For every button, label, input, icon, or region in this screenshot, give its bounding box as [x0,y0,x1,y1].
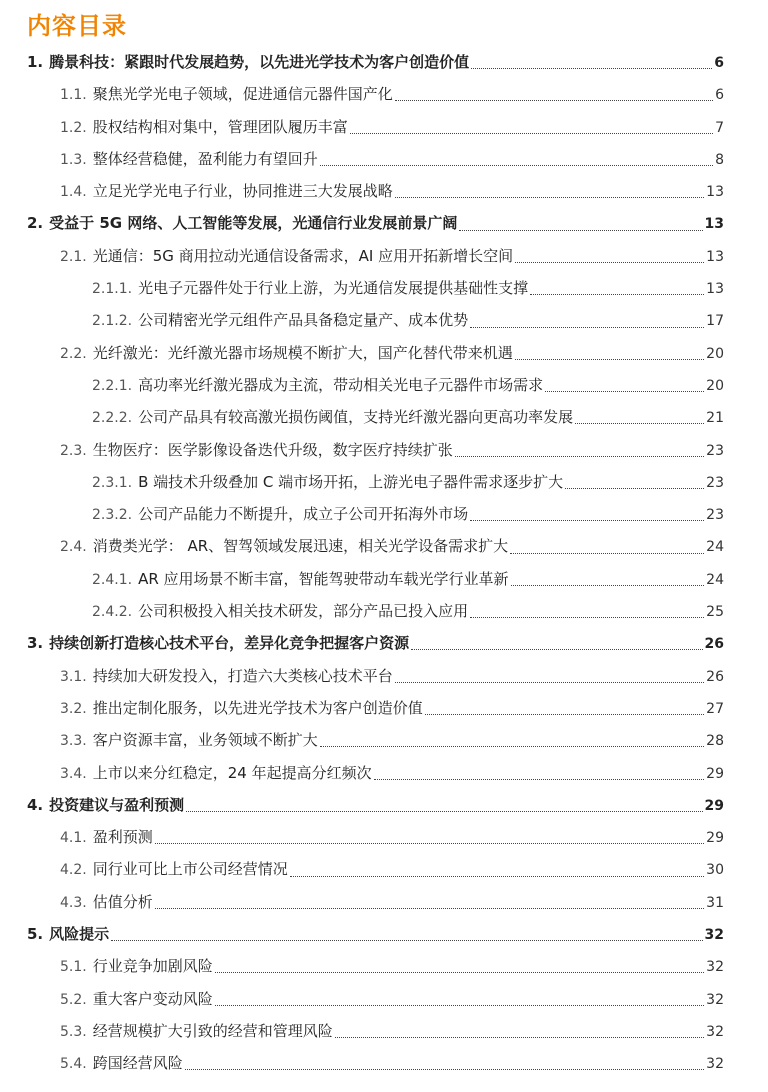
toc-entry[interactable] [0,207,768,239]
toc-entry-number: 1.4. [60,184,87,201]
toc-entry-number: 1.3. [60,151,87,168]
toc-entry-number: 3.4. [60,765,87,782]
toc-entry-number: 3.2. [60,700,87,717]
toc-entry-number: 2.4.1. [92,571,133,588]
toc-entry-title: B 端技术升级叠加 C 端市场开拓，上游光电子器件需求逐步扩大 [138,472,564,491]
toc-entry-title: 公司精密光学元组件产品具备稳定量产、成本优势 [138,311,469,330]
toc-entry-page-number: 29 [706,765,724,782]
toc-entry-number: 1.1. [60,87,87,104]
toc-entry[interactable] [0,143,768,175]
dot-leader [530,293,704,295]
toc-entry-page-number: 32 [706,991,724,1008]
toc-entry[interactable] [0,175,768,207]
toc-entry[interactable] [0,660,768,692]
toc-entry-title: 聚焦光学光电子领域，促进通信元器件国产化 [92,85,393,104]
toc-entry[interactable] [0,692,768,724]
toc-entry-number: 5.4. [60,1056,87,1073]
toc-entry-page-number: 8 [715,151,724,168]
dot-leader [320,164,713,166]
dot-leader [395,681,704,683]
toc-entry-title: 立足光学光电子行业，协同推进三大发展战略 [92,182,393,201]
toc-entry-page-number: 32 [706,1023,724,1040]
toc-entry-page-number: 26 [704,636,724,653]
dot-leader [511,584,705,586]
toc-entry-page-number: 23 [706,507,724,524]
toc-entry-page-number: 21 [706,410,724,427]
toc-entry[interactable] [0,918,768,950]
toc-entry-number: 2.1.1. [92,281,133,298]
toc-entry-title: 经营规模扩大引致的经营和管理风险 [92,1021,333,1040]
toc-entry-title: 投资建议与盈利预测 [49,795,185,814]
toc-entry-title: 整体经营稳健，盈利能力有望回升 [92,149,318,168]
toc-entry-title: 光纤激光：光纤激光器市场规模不断扩大，国产化替代带来机遇 [92,343,513,362]
dot-leader [510,552,704,554]
toc-entry-title: 生物医疗：医学影像设备迭代升级，数字医疗持续扩张 [92,440,453,459]
toc-entry[interactable] [0,498,768,530]
dot-leader [155,907,704,909]
toc-entry-page-number: 31 [706,894,724,911]
toc-entry[interactable] [0,757,768,789]
toc-entry-page-number: 32 [706,959,724,976]
toc-entry[interactable] [0,1047,768,1079]
toc-entry-page-number: 27 [706,700,724,717]
toc-entry-number: 4.3. [60,894,87,911]
toc-entry-number: 2.3. [60,442,87,459]
toc-entry-number: 3. [27,634,44,653]
toc-entry[interactable] [0,369,768,401]
dot-leader [565,487,704,489]
toc-entry-number: 5.1. [60,959,87,976]
toc-entry-title: 盈利预测 [92,828,153,847]
toc-entry-page-number: 13 [706,281,724,298]
toc-entry-number: 2.3.1. [92,474,133,491]
dot-leader [290,875,704,877]
toc-entry-title: 推出定制化服务，以先进光学技术为客户创造价值 [92,698,423,717]
toc-entry-title: 同行业可比上市公司经营情况 [92,860,288,879]
toc-entry-page-number: 6 [714,55,724,71]
dot-leader [350,132,713,134]
toc-entry[interactable] [0,46,768,78]
dot-leader [515,261,704,263]
toc-entry-title: 行业竞争加剧风险 [92,957,213,976]
toc-entry-number: 2.2.2. [92,410,133,427]
toc-entry-title: 公司积极投入相关技术研发，部分产品已投入应用 [138,602,469,621]
dot-leader [515,358,704,360]
toc-entry[interactable] [0,434,768,466]
toc-entry-page-number: 23 [706,442,724,459]
toc-entry[interactable] [0,789,768,821]
toc-entry[interactable] [0,240,768,272]
dot-leader [470,616,704,618]
toc-entry[interactable] [0,466,768,498]
toc-entry-number: 1. [27,53,44,71]
dot-leader [185,1068,704,1070]
toc-entry[interactable] [0,1015,768,1047]
toc-entry-number: 5.3. [60,1023,87,1040]
toc-entry[interactable] [0,563,768,595]
dot-leader [215,1004,704,1006]
toc-entry-number: 2.1.2. [92,313,133,330]
toc-entry-page-number: 6 [715,87,724,104]
dot-leader [395,99,713,101]
toc-entry-number: 2.3.2. [92,507,133,524]
toc-entry-number: 4.1. [60,830,87,847]
toc-entry-page-number: 24 [706,539,724,556]
toc-entry[interactable] [0,530,768,562]
toc-entry-page-number: 24 [706,571,724,588]
dot-leader [470,326,704,328]
dot-leader [411,648,702,650]
toc-entry[interactable] [0,78,768,110]
toc-entry-number: 2.4. [60,539,87,556]
toc-entry[interactable] [0,886,768,918]
toc-entry-title: 持续创新打造核心技术平台，差异化竞争把握客户资源 [49,634,410,653]
dot-leader [155,842,704,844]
toc-entry-title: 公司产品具有较高激光损伤阈值，支持光纤激光器向更高功率发展 [138,408,574,427]
toc-entry-page-number: 17 [706,313,724,330]
toc-entry[interactable] [0,853,768,885]
toc-entry[interactable] [0,724,768,756]
toc-entry-title: 跨国经营风险 [92,1054,183,1073]
toc-entry-title: 持续加大研发投入，打造六大类核心技术平台 [92,666,393,685]
toc-entry-page-number: 23 [706,474,724,491]
toc-entry-number: 5. [27,925,44,944]
toc-entry[interactable] [0,950,768,982]
toc-entry[interactable] [0,304,768,336]
toc-entry[interactable] [0,627,768,659]
dot-leader [575,422,704,424]
toc-entry-number: 2.2.1. [92,377,133,394]
toc-entry-title: 光电子元器件处于行业上游，为光通信发展提供基础性支撑 [138,279,529,298]
toc-entry[interactable] [0,821,768,853]
toc-entry-number: 2.4.2. [92,604,133,621]
toc-entry[interactable] [0,983,768,1015]
toc-entry-title: 公司产品能力不断提升，成立子公司开拓海外市场 [138,505,469,524]
toc-entry-title: 风险提示 [49,925,110,944]
dot-leader [374,778,705,780]
toc-entry-title: 估值分析 [92,892,153,911]
dot-leader [186,810,702,812]
table-of-contents [0,46,768,1080]
dot-leader [425,713,704,715]
toc-entry-title: 高功率光纤激光器成为主流，带动相关光电子元器件市场需求 [138,375,544,394]
toc-entry-title: 上市以来分红稳定，24 年起提高分红频次 [92,763,372,782]
dot-leader [215,971,704,973]
toc-entry-page-number: 20 [706,377,724,394]
toc-entry-number: 5.2. [60,991,87,1008]
toc-entry[interactable] [0,595,768,627]
toc-entry-page-number: 13 [706,248,724,265]
toc-entry-page-number: 13 [704,216,724,233]
toc-entry-title: 受益于 5G 网络、人工智能等发展，光通信行业发展前景广阔 [49,214,458,233]
dot-leader [111,939,702,941]
dot-leader [320,745,704,747]
toc-entry-title: 光通信：5G 商用拉动光通信设备需求，AI 应用开拓新增长空间 [92,246,514,265]
dot-leader [470,519,704,521]
toc-entry-title: 腾景科技：紧跟时代发展趋势，以先进光学技术为客户创造价值 [49,53,470,71]
toc-entry-number: 1.2. [60,119,87,136]
toc-entry[interactable] [0,401,768,433]
toc-entry-title: AR 应用场景不断丰富，智能驾驶带动车载光学行业革新 [138,569,509,588]
toc-entry-number: 2.2. [60,345,87,362]
toc-entry-number: 4.2. [60,862,87,879]
toc-entry-number: 3.3. [60,733,87,750]
toc-entry-page-number: 13 [706,184,724,201]
toc-entry-number: 2.1. [60,248,87,265]
dot-leader [471,67,712,69]
toc-entry[interactable] [0,272,768,304]
toc-entry-page-number: 30 [706,862,724,879]
toc-entry-page-number: 7 [715,119,724,136]
toc-entry-page-number: 28 [706,733,724,750]
dot-leader [455,455,704,457]
toc-entry-number: 2. [27,214,44,233]
toc-entry-page-number: 26 [706,668,724,685]
dot-leader [545,390,704,392]
toc-entry[interactable] [0,337,768,369]
toc-entry-number: 3.1. [60,668,87,685]
toc-entry-page-number: 29 [704,797,724,814]
page-title: 内容目录 [27,12,127,40]
dot-leader [395,196,704,198]
toc-entry-title: 消费类光学： AR、智驾领域发展迅速，相关光学设备需求扩大 [92,537,509,556]
dot-leader [335,1036,704,1038]
toc-entry-title: 股权结构相对集中，管理团队履历丰富 [92,117,348,136]
toc-entry-title: 客户资源丰富，业务领域不断扩大 [92,731,318,750]
dot-leader [459,229,702,231]
toc-entry-title: 重大客户变动风险 [92,989,213,1008]
toc-entry-page-number: 25 [706,604,724,621]
toc-entry-number: 4. [27,795,44,814]
toc-entry[interactable] [0,111,768,143]
toc-entry-page-number: 29 [706,830,724,847]
toc-entry-page-number: 32 [706,1056,724,1073]
toc-entry-page-number: 20 [706,345,724,362]
toc-entry-page-number: 32 [704,927,724,944]
